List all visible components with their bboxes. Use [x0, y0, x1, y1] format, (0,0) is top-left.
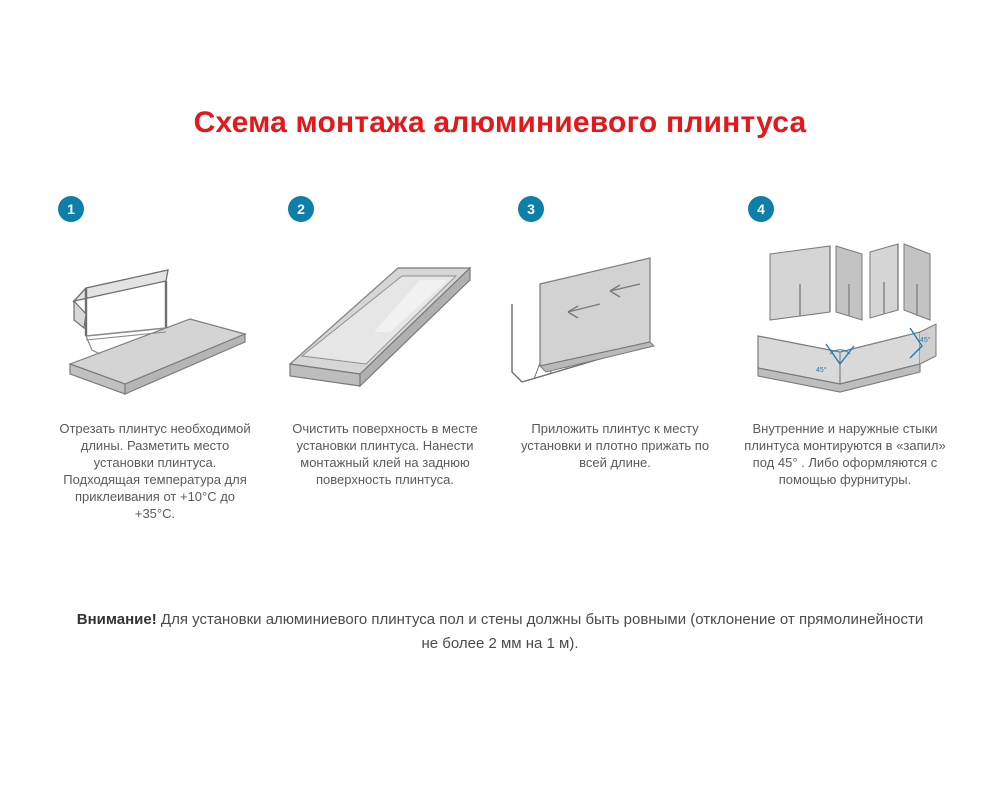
step-2-caption: Очистить поверхность в месте установки плинтуса. Нанести монтажный клей на заднюю поверхность плинтуса.: [292, 421, 478, 487]
step-4-caption: Внутренние и наружные стыки плинтуса монтируются в «запил» под 45° . Либо оформляются с помощью фурнитуры.: [744, 421, 946, 487]
saw-cutting-plinth-icon: [40, 224, 270, 414]
press-plinth-to-wall-icon: [500, 224, 730, 414]
step-4-badge: 4: [748, 196, 774, 222]
step-4: [730, 196, 960, 522]
step-2: [270, 196, 500, 522]
warning-note-text: Для установки алюминиевого плинтуса пол и стены должны быть ровными (отклонение от прямолинейности не более 2 мм на 1 м).: [156, 611, 924, 652]
step-2-illustration: [270, 224, 500, 414]
step-1-badge: 1: [58, 196, 84, 222]
step-1: [40, 196, 270, 522]
step-4-illustration: [730, 224, 960, 414]
warning-note: [70, 608, 930, 656]
step-3: [500, 196, 730, 522]
step-3-caption: Приложить плинтус к месту установки и плотно прижать по всей длине.: [520, 421, 710, 470]
step-3-badge: 3: [518, 196, 544, 222]
step-1-illustration: [40, 224, 270, 414]
step-3-illustration: [500, 224, 730, 414]
corner-joints-45-icon: [730, 224, 960, 414]
plinth-profile-clean-icon: [270, 224, 500, 414]
warning-note-label: Внимание!: [76, 611, 157, 628]
steps-row: [40, 196, 960, 522]
step-2-badge: 2: [288, 196, 314, 222]
step-1-caption: Отрезать плинтус необходимой длины. Разметить место установки плинтуса. Подходящая температура для приклеивания от +10°С до +35°С.: [59, 421, 251, 521]
angle-label-right: 45°: [920, 337, 931, 344]
angle-label-left: 45°: [816, 367, 827, 374]
page-title: Схема монтажа алюминиевого плинтуса: [193, 106, 807, 139]
